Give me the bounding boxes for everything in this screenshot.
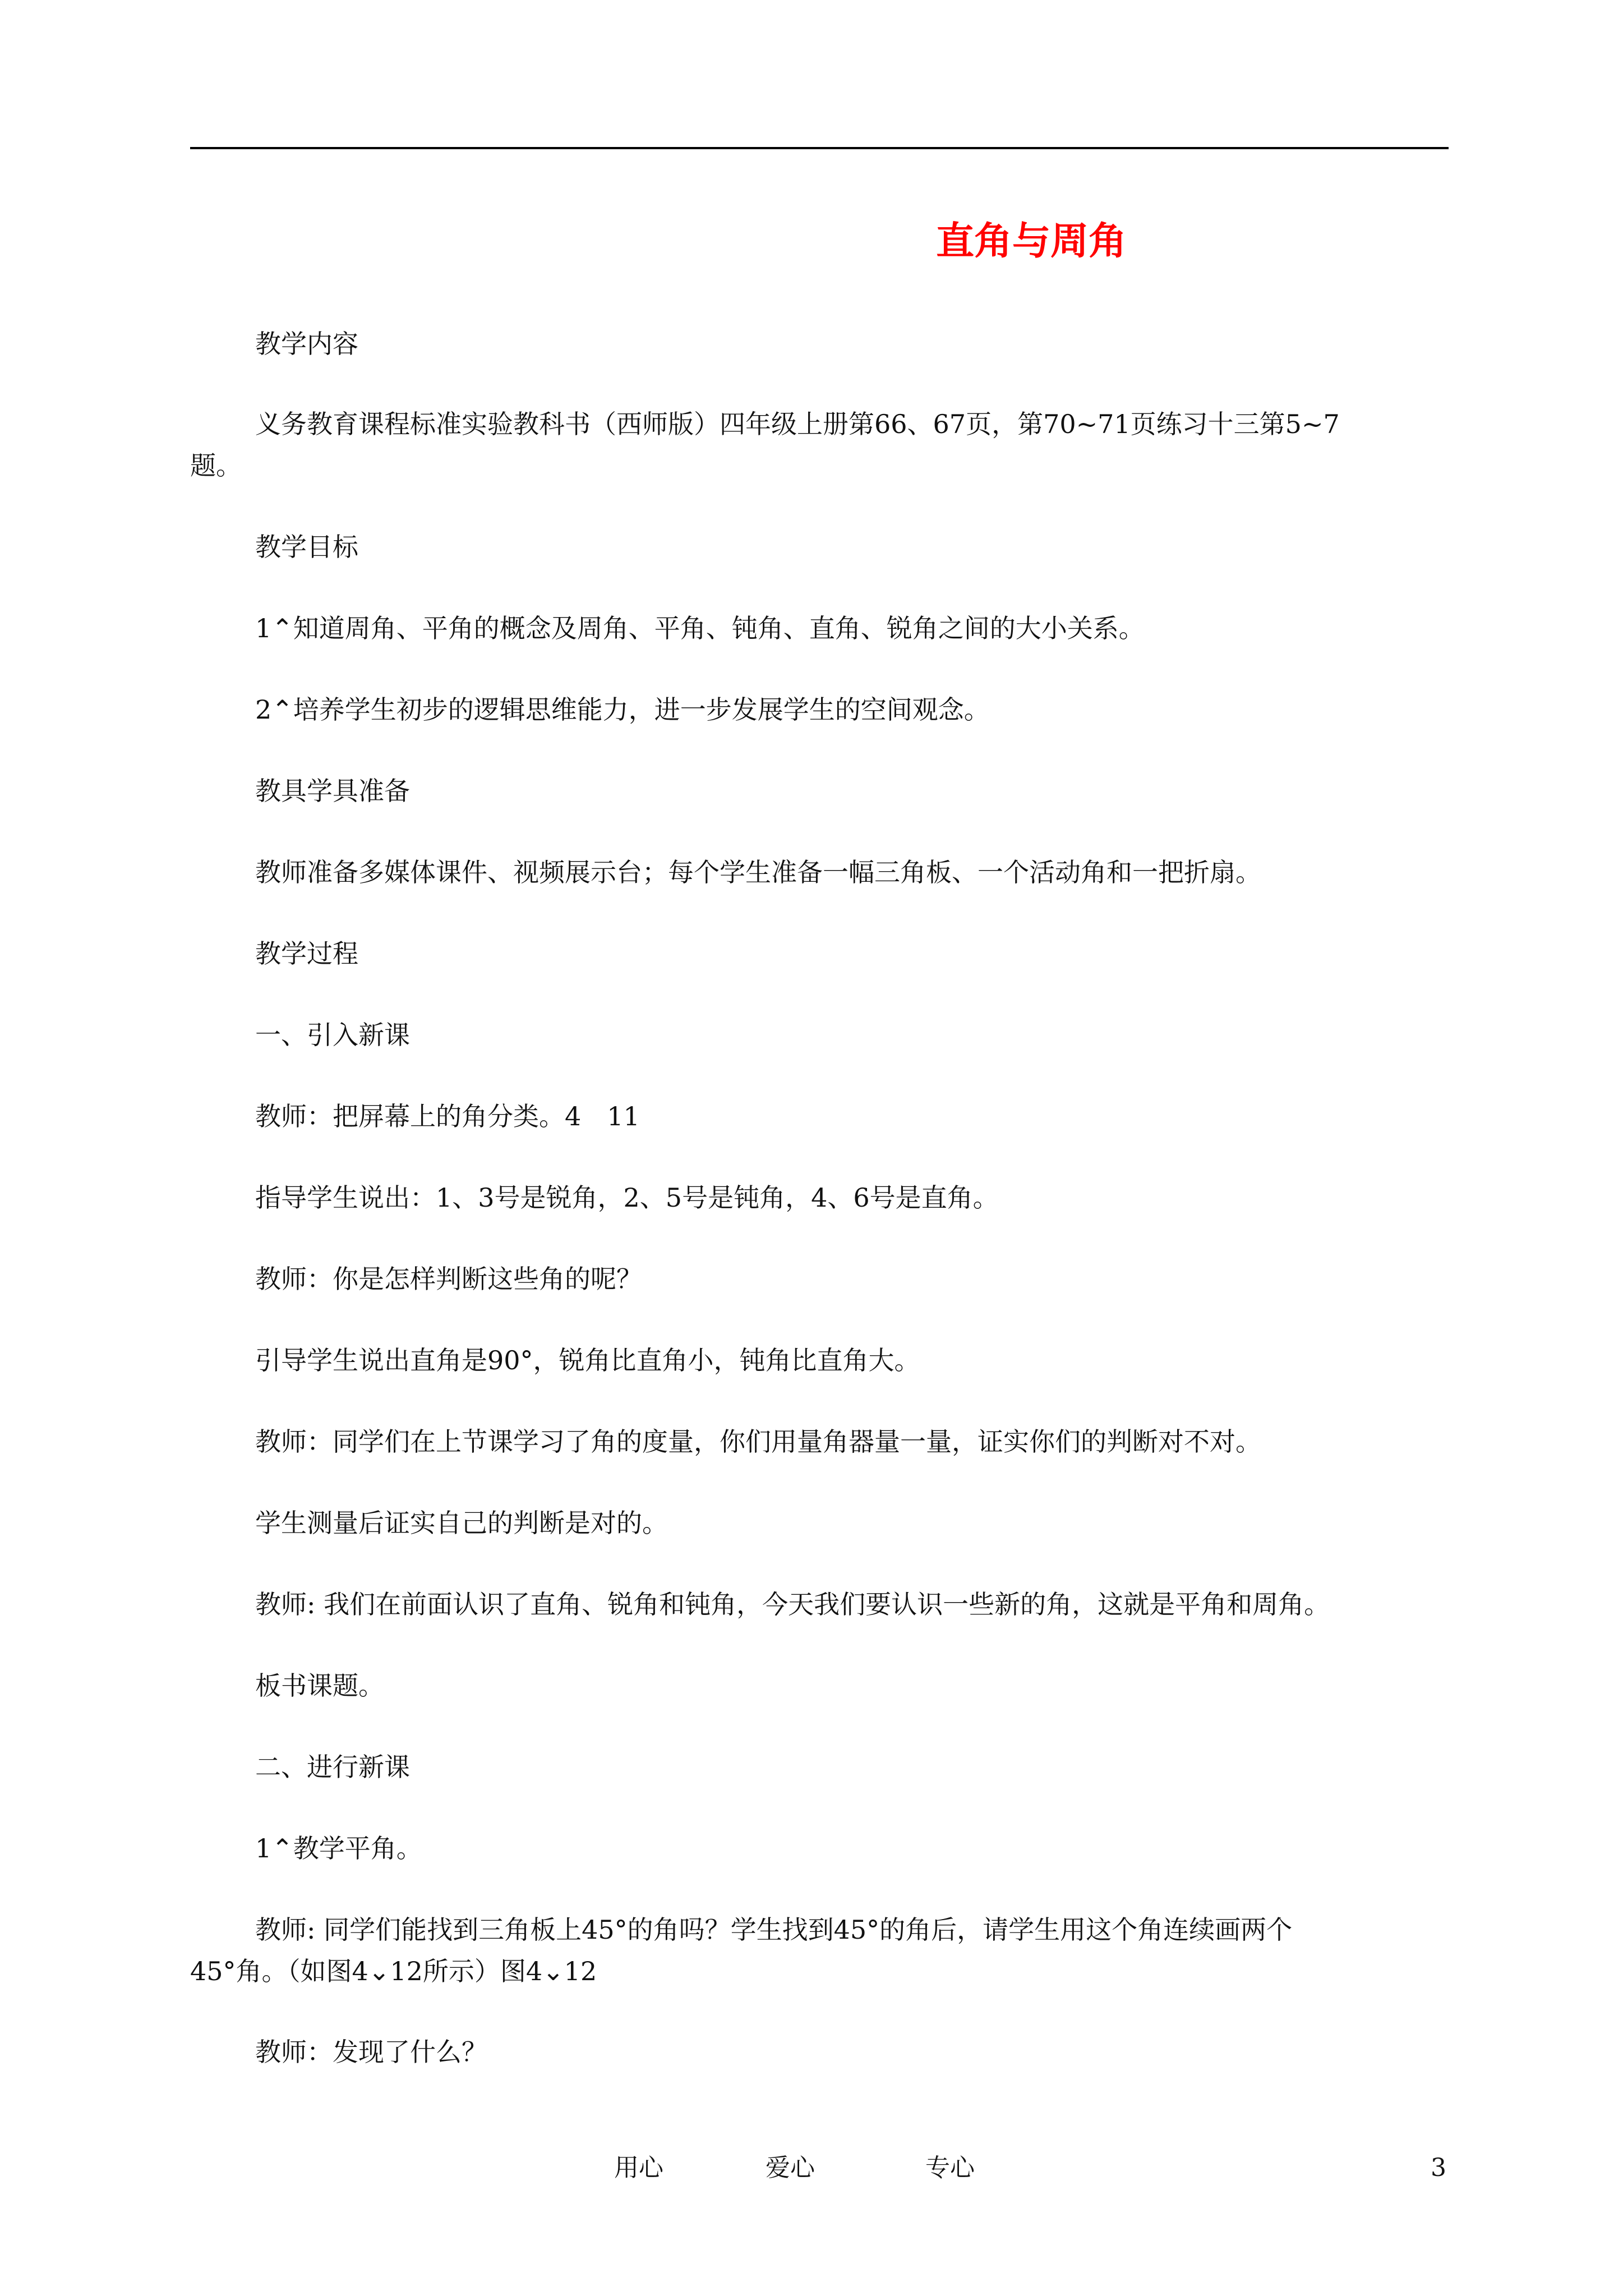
process-text-6: 学生测量后证实自己的判断是对的。 xyxy=(255,1508,668,1538)
process-text-10-line2: 45°角。（如图4⌄12所示）图4⌄12 xyxy=(190,1956,597,1986)
page-number: 3 xyxy=(1431,2154,1446,2182)
page-title: 直角与周角 xyxy=(936,219,1127,264)
materials-text: 教师准备多媒体课件、视频展示台；每个学生准备一幅三角板、一个活动角和一把折扇。 xyxy=(255,857,1261,887)
section-heading-goals: 教学目标 xyxy=(255,532,358,562)
footer-middle-text: 爱心 xyxy=(766,2154,815,2182)
goal-item-2: 2⌃培养学生初步的逻辑思维能力，进一步发展学生的空间观念。 xyxy=(255,694,990,725)
footer-left-text: 用心 xyxy=(614,2154,663,2182)
goal-item-1: 1⌃知道周角、平角的概念及周角、平角、钝角、直角、锐角之间的大小关系。 xyxy=(255,613,1145,643)
process-text-3: 教师：你是怎样判断这些角的呢？ xyxy=(255,1264,642,1294)
footer-right-text: 专心 xyxy=(925,2154,975,2182)
section-heading-materials: 教具学具准备 xyxy=(255,776,410,806)
process-text-8: 板书课题。 xyxy=(255,1671,384,1701)
process-text-1: 教师：把屏幕上的角分类。4 11 xyxy=(255,1101,640,1131)
subsection-heading-1: 一、引入新课 xyxy=(255,1020,410,1050)
section-heading-process: 教学过程 xyxy=(255,938,358,969)
process-text-4: 引导学生说出直角是90°，锐角比直角小，钝角比直角大。 xyxy=(255,1345,920,1375)
process-text-5: 教师：同学们在上节课学习了角的度量，你们用量角器量一量，证实你们的判断对不对。 xyxy=(255,1427,1261,1457)
header-rule xyxy=(190,147,1449,149)
section-heading-content: 教学内容 xyxy=(255,329,358,359)
process-text-9: 1⌃教学平角。 xyxy=(255,1833,422,1864)
subsection-heading-2: 二、进行新课 xyxy=(255,1752,410,1782)
process-text-10-line1: 教师: 同学们能找到三角板上45°的角吗？学生找到45°的角后，请学生用这个角连续画两个 xyxy=(255,1915,1293,1945)
content-text-line1: 义务教育课程标准实验教科书（西师版）四年级上册第66、67页，第70~71页练习十三第5~7 xyxy=(255,409,1340,439)
content-text-line2: 题。 xyxy=(190,450,242,481)
process-text-11: 教师：发现了什么？ xyxy=(255,2037,487,2067)
process-text-2: 指导学生说出：1、3号是锐角，2、5号是钝角，4、6号是直角。 xyxy=(255,1182,999,1213)
process-text-7: 教师: 我们在前面认识了直角、锐角和钝角，今天我们要认识一些新的角，这就是平角和周角。 xyxy=(255,1589,1330,1619)
